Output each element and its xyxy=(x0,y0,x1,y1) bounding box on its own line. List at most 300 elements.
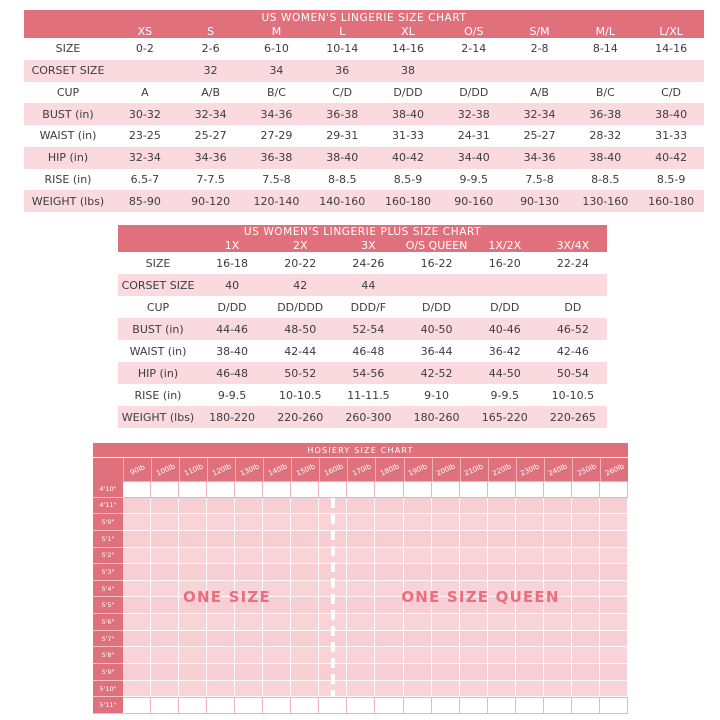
grid-cell xyxy=(263,647,291,664)
table-row xyxy=(24,190,704,212)
grid-cell xyxy=(263,581,291,598)
table-row xyxy=(118,296,607,318)
grid-cell xyxy=(235,514,263,531)
grid-cell xyxy=(460,664,488,681)
weight-label: 260lb xyxy=(603,461,626,478)
grid-cell xyxy=(151,531,179,548)
weight-label: 200lb xyxy=(435,461,457,478)
size-cell: 44 xyxy=(361,278,376,292)
column-header: 2X xyxy=(292,238,308,252)
table-row xyxy=(24,103,704,125)
grid-cell xyxy=(600,481,628,498)
grid-cell xyxy=(207,664,235,681)
grid-cell xyxy=(432,597,460,614)
grid-cell xyxy=(235,498,263,515)
size-cell: 23-25 xyxy=(128,129,161,143)
grid-cell xyxy=(319,481,347,498)
grid-cell xyxy=(488,498,516,515)
grid-cell xyxy=(263,597,291,614)
size-cell: B/C xyxy=(266,85,286,99)
grid-cell xyxy=(600,498,628,515)
size-cell: 160-180 xyxy=(385,194,431,208)
size-cell: 120-140 xyxy=(253,194,300,208)
size-cell: 16-20 xyxy=(488,256,521,270)
grid-cell xyxy=(207,581,235,598)
size-cell: 38-40 xyxy=(216,344,249,358)
grid-cell xyxy=(179,647,207,664)
grid-cell xyxy=(404,481,432,498)
size-cell: 29-31 xyxy=(326,129,359,143)
chart-title: US WOMEN'S LINGERIE PLUS SIZE CHART xyxy=(243,226,482,238)
weight-label: 180lb xyxy=(379,461,401,478)
size-cell: 8-8.5 xyxy=(591,172,620,186)
size-cell: 9-9.5 xyxy=(490,388,519,402)
grid-cell xyxy=(516,664,544,681)
grid-cell xyxy=(235,681,263,698)
size-cell: 32-34 xyxy=(128,151,161,165)
height-label: 5'5" xyxy=(93,597,123,614)
row-label: CORSET SIZE xyxy=(121,278,195,292)
size-cell: 14-16 xyxy=(655,42,688,56)
grid-cell xyxy=(488,664,516,681)
grid-cell xyxy=(263,514,291,531)
column-header: XL xyxy=(401,24,415,38)
grid-cell xyxy=(600,614,628,631)
grid-cell xyxy=(572,498,600,515)
size-cell: 25-27 xyxy=(194,129,227,143)
column-header: S/M xyxy=(529,24,550,38)
weight-label: 220lb xyxy=(491,461,513,478)
table-row xyxy=(24,38,704,60)
size-cell: 24-31 xyxy=(457,129,490,143)
weight-column-header xyxy=(572,458,600,481)
grid-cell xyxy=(235,614,263,631)
row-label: HIP (in) xyxy=(47,151,89,165)
size-cell: 220-265 xyxy=(549,410,596,424)
grid-cell xyxy=(235,647,263,664)
grid-cell xyxy=(263,614,291,631)
grid-cell xyxy=(600,697,628,714)
grid-cell xyxy=(544,614,572,631)
grid-cell xyxy=(404,697,432,714)
size-cell: 180-220 xyxy=(209,410,256,424)
grid-cell xyxy=(123,631,151,648)
grid-cell xyxy=(404,647,432,664)
grid-cell xyxy=(207,514,235,531)
hosiery-row xyxy=(93,514,628,531)
size-cell: 8.5-9 xyxy=(656,172,686,186)
size-cell: 38-40 xyxy=(392,107,424,121)
grid-cell xyxy=(291,614,319,631)
weight-column-header xyxy=(179,458,207,481)
table-row xyxy=(118,384,607,406)
grid-cell xyxy=(207,681,235,698)
weight-column-header xyxy=(516,458,544,481)
grid-cell xyxy=(544,548,572,565)
grid-cell xyxy=(432,481,460,498)
grid-cell xyxy=(516,681,544,698)
grid-cell xyxy=(544,647,572,664)
grid-cell xyxy=(375,681,403,698)
grid-cell xyxy=(235,564,263,581)
grid-cell xyxy=(151,647,179,664)
size-cell: DD/DDD xyxy=(277,300,324,314)
grid-cell xyxy=(179,681,207,698)
size-cell: 38-40 xyxy=(655,107,688,121)
grid-cell xyxy=(347,481,375,498)
grid-cell xyxy=(460,581,488,598)
grid-cell xyxy=(235,664,263,681)
column-header: XS xyxy=(137,24,153,38)
size-cell: 90-160 xyxy=(454,194,494,208)
grid-cell xyxy=(404,614,432,631)
grid-cell xyxy=(291,581,319,598)
row-label: BUST (in) xyxy=(132,322,184,336)
height-label: 5'6" xyxy=(93,614,123,631)
grid-cell xyxy=(207,631,235,648)
column-header: L/XL xyxy=(659,24,683,38)
size-cell: 9-9.5 xyxy=(459,172,488,186)
grid-cell xyxy=(600,664,628,681)
size-cell: 36-38 xyxy=(589,107,622,121)
size-cell: 27-29 xyxy=(260,129,293,143)
height-label: 5'4" xyxy=(93,581,123,598)
table-row xyxy=(24,147,704,169)
weight-label: 250lb xyxy=(575,461,598,478)
grid-cell xyxy=(179,498,207,515)
grid-cell xyxy=(404,681,432,698)
grid-cell xyxy=(572,697,600,714)
height-label: 4'11" xyxy=(93,498,123,515)
hosiery-row xyxy=(93,697,628,714)
size-cell: 34-36 xyxy=(260,107,293,121)
grid-cell xyxy=(544,514,572,531)
grid-cell xyxy=(404,597,432,614)
grid-cell xyxy=(488,531,516,548)
table-row xyxy=(118,340,607,362)
grid-cell xyxy=(151,631,179,648)
weight-header-row xyxy=(93,458,628,481)
size-cell: 28-32 xyxy=(589,129,622,143)
grid-cell xyxy=(179,581,207,598)
size-cell: 31-33 xyxy=(392,129,424,143)
grid-cell xyxy=(488,614,516,631)
hosiery-row xyxy=(93,631,628,648)
grid-cell xyxy=(572,481,600,498)
grid-cell xyxy=(432,664,460,681)
grid-cell xyxy=(488,548,516,565)
size-cell: 0-2 xyxy=(135,42,154,56)
size-cell: 165-220 xyxy=(481,410,528,424)
hosiery-row xyxy=(93,681,628,698)
height-label: 5'0" xyxy=(93,514,123,531)
column-header: O/S xyxy=(464,24,484,38)
size-cell: 34-36 xyxy=(523,151,556,165)
size-cell: 46-48 xyxy=(352,344,385,358)
grid-cell xyxy=(235,531,263,548)
table-row xyxy=(24,60,704,82)
weight-column-header xyxy=(291,458,319,481)
grid-cell xyxy=(544,631,572,648)
grid-cell xyxy=(460,564,488,581)
grid-cell xyxy=(404,564,432,581)
size-cell: 130-160 xyxy=(582,194,629,208)
grid-cell xyxy=(432,614,460,631)
size-cell: 2-14 xyxy=(461,42,487,56)
grid-cell xyxy=(179,597,207,614)
size-cell: B/C xyxy=(595,85,615,99)
grid-cell xyxy=(544,581,572,598)
grid-cell xyxy=(375,498,403,515)
grid-cell xyxy=(347,564,375,581)
height-label: 5'1" xyxy=(93,531,123,548)
size-cell: A/B xyxy=(201,85,221,99)
height-label: 5'9" xyxy=(93,664,123,681)
size-cell: 40-46 xyxy=(488,322,521,336)
height-label: 5'8" xyxy=(93,647,123,664)
row-label: RISE (in) xyxy=(134,388,182,402)
row-label: WAIST (in) xyxy=(129,344,187,358)
grid-cell xyxy=(404,664,432,681)
size-cell: 42-52 xyxy=(420,366,453,380)
grid-cell xyxy=(572,564,600,581)
size-cell: 40-42 xyxy=(655,151,688,165)
weight-label: 120lb xyxy=(211,461,233,478)
grid-cell xyxy=(123,647,151,664)
size-cell: 42-46 xyxy=(556,344,589,358)
grid-cell xyxy=(516,481,544,498)
column-header: 1X xyxy=(224,238,240,252)
size-cell: D/DD xyxy=(422,300,452,314)
grid-cell xyxy=(460,548,488,565)
weight-column-header xyxy=(432,458,460,481)
table-row xyxy=(118,318,607,340)
size-cell: 85-90 xyxy=(128,194,161,208)
row-label: SIZE xyxy=(145,256,171,270)
grid-cell xyxy=(347,548,375,565)
hosiery-size-chart xyxy=(93,443,628,714)
table-row xyxy=(118,362,607,384)
grid-cell xyxy=(291,697,319,714)
grid-cell xyxy=(151,514,179,531)
grid-cell xyxy=(347,597,375,614)
size-cell: 42-44 xyxy=(284,344,317,358)
size-cell: 34-36 xyxy=(194,151,227,165)
height-label: 5'10" xyxy=(93,681,123,698)
hosiery-grid xyxy=(93,481,628,714)
grid-cell xyxy=(319,697,347,714)
column-header: 3X xyxy=(361,238,376,252)
size-cell: DDD/F xyxy=(350,300,387,314)
row-label: WEIGHT (lbs) xyxy=(31,194,105,208)
hosiery-row xyxy=(93,664,628,681)
grid-cell xyxy=(572,681,600,698)
grid-cell xyxy=(207,481,235,498)
grid-cell xyxy=(291,481,319,498)
grid-cell xyxy=(179,514,207,531)
size-cell: 36-38 xyxy=(326,107,359,121)
hosiery-row xyxy=(93,498,628,515)
column-header: L xyxy=(339,24,346,38)
grid-cell xyxy=(375,514,403,531)
grid-cell xyxy=(488,581,516,598)
weight-column-header xyxy=(375,458,403,481)
grid-cell xyxy=(488,681,516,698)
size-cell: A/B xyxy=(530,85,549,99)
weight-label: 190lb xyxy=(407,461,429,478)
grid-cell xyxy=(544,697,572,714)
lingerie-chart-body xyxy=(24,38,704,212)
size-cell: 16-18 xyxy=(216,256,249,270)
grid-cell xyxy=(123,514,151,531)
grid-cell xyxy=(291,498,319,515)
column-header-row xyxy=(118,238,607,252)
table-row xyxy=(24,82,704,104)
size-cell: 10-10.5 xyxy=(551,388,595,402)
size-cell: 14-16 xyxy=(392,42,424,56)
size-cell: 9-10 xyxy=(424,388,450,402)
grid-cell xyxy=(347,664,375,681)
grid-cell xyxy=(263,531,291,548)
grid-cell xyxy=(207,647,235,664)
grid-cell xyxy=(151,581,179,598)
grid-cell xyxy=(516,631,544,648)
grid-cell xyxy=(432,514,460,531)
table-row xyxy=(118,252,607,274)
grid-cell xyxy=(375,597,403,614)
row-label: CORSET SIZE xyxy=(31,64,105,78)
grid-cell xyxy=(432,548,460,565)
row-label: CUP xyxy=(146,300,170,314)
grid-cell xyxy=(516,548,544,565)
weight-label: 110lb xyxy=(182,461,205,478)
grid-cell xyxy=(488,597,516,614)
chart-title: HOSIERY SIZE CHART xyxy=(93,443,628,457)
column-header-row xyxy=(24,24,704,38)
grid-cell xyxy=(460,647,488,664)
grid-cell xyxy=(488,647,516,664)
grid-cell xyxy=(179,664,207,681)
plus-chart-header xyxy=(118,225,607,252)
grid-cell xyxy=(123,581,151,598)
grid-cell xyxy=(572,531,600,548)
size-cell: 180-260 xyxy=(413,410,460,424)
size-cell: 11-11.5 xyxy=(347,388,390,402)
grid-cell xyxy=(123,597,151,614)
size-cell: 8-8.5 xyxy=(327,172,357,186)
size-cell: A xyxy=(141,85,149,99)
hosiery-row xyxy=(93,548,628,565)
size-cell: 25-27 xyxy=(523,129,556,143)
height-label: 5'2" xyxy=(93,548,123,565)
size-cell: 32-34 xyxy=(194,107,227,121)
weight-column-header xyxy=(151,458,179,481)
grid-cell xyxy=(432,531,460,548)
grid-cell xyxy=(263,481,291,498)
grid-cell xyxy=(488,564,516,581)
size-cell: 40-50 xyxy=(420,322,453,336)
grid-cell xyxy=(516,531,544,548)
grid-cell xyxy=(600,548,628,565)
grid-cell xyxy=(600,581,628,598)
size-cell: 7.5-8 xyxy=(525,172,554,186)
height-label: 5'3" xyxy=(93,564,123,581)
grid-cell xyxy=(516,614,544,631)
grid-cell xyxy=(460,697,488,714)
grid-cell xyxy=(544,531,572,548)
size-cell: 36 xyxy=(335,64,350,78)
grid-cell xyxy=(404,581,432,598)
grid-cell xyxy=(572,631,600,648)
size-cell: 38-40 xyxy=(589,151,622,165)
grid-cell xyxy=(151,697,179,714)
grid-cell xyxy=(572,581,600,598)
grid-cell xyxy=(123,498,151,515)
height-label: 5'11" xyxy=(93,697,123,714)
grid-cell xyxy=(572,664,600,681)
column-header: M xyxy=(271,24,282,38)
grid-cell xyxy=(207,548,235,565)
weight-label: 240lb xyxy=(547,461,569,478)
grid-cell xyxy=(291,681,319,698)
grid-cell xyxy=(179,548,207,565)
grid-cell xyxy=(179,697,207,714)
grid-cell xyxy=(207,597,235,614)
grid-cell xyxy=(207,614,235,631)
size-cell: 54-56 xyxy=(352,366,385,380)
hosiery-row xyxy=(93,531,628,548)
grid-cell xyxy=(291,664,319,681)
size-cell: 36-38 xyxy=(260,151,293,165)
size-cell: 24-26 xyxy=(352,256,385,270)
row-label: WAIST (in) xyxy=(39,129,97,143)
grid-cell xyxy=(375,481,403,498)
lingerie-chart-header xyxy=(24,10,704,38)
size-cell: 140-160 xyxy=(319,194,366,208)
grid-cell xyxy=(432,631,460,648)
grid-cell xyxy=(488,631,516,648)
grid-cell xyxy=(347,581,375,598)
column-header: S xyxy=(207,24,215,38)
grid-cell xyxy=(600,681,628,698)
grid-cell xyxy=(179,481,207,498)
grid-cell xyxy=(375,581,403,598)
lingerie-size-chart xyxy=(24,10,704,212)
grid-cell xyxy=(179,614,207,631)
size-cell: 50-52 xyxy=(284,366,317,380)
grid-cell xyxy=(151,481,179,498)
grid-cell xyxy=(235,581,263,598)
size-cell: 2-6 xyxy=(201,42,220,56)
size-cell: 260-300 xyxy=(345,410,392,424)
grid-cell xyxy=(347,614,375,631)
grid-cell xyxy=(600,597,628,614)
size-cell: 30-32 xyxy=(128,107,161,121)
grid-cell xyxy=(375,531,403,548)
grid-cell xyxy=(432,581,460,598)
grid-cell xyxy=(151,564,179,581)
grid-cell xyxy=(460,481,488,498)
weight-column-header xyxy=(544,458,572,481)
grid-cell xyxy=(291,647,319,664)
size-cell: 36-44 xyxy=(420,344,453,358)
grid-cell xyxy=(460,531,488,548)
size-cell: D/DD xyxy=(490,300,520,314)
weight-column-header xyxy=(488,458,516,481)
grid-cell xyxy=(375,614,403,631)
grid-cell xyxy=(123,481,151,498)
row-label: SIZE xyxy=(55,42,81,56)
